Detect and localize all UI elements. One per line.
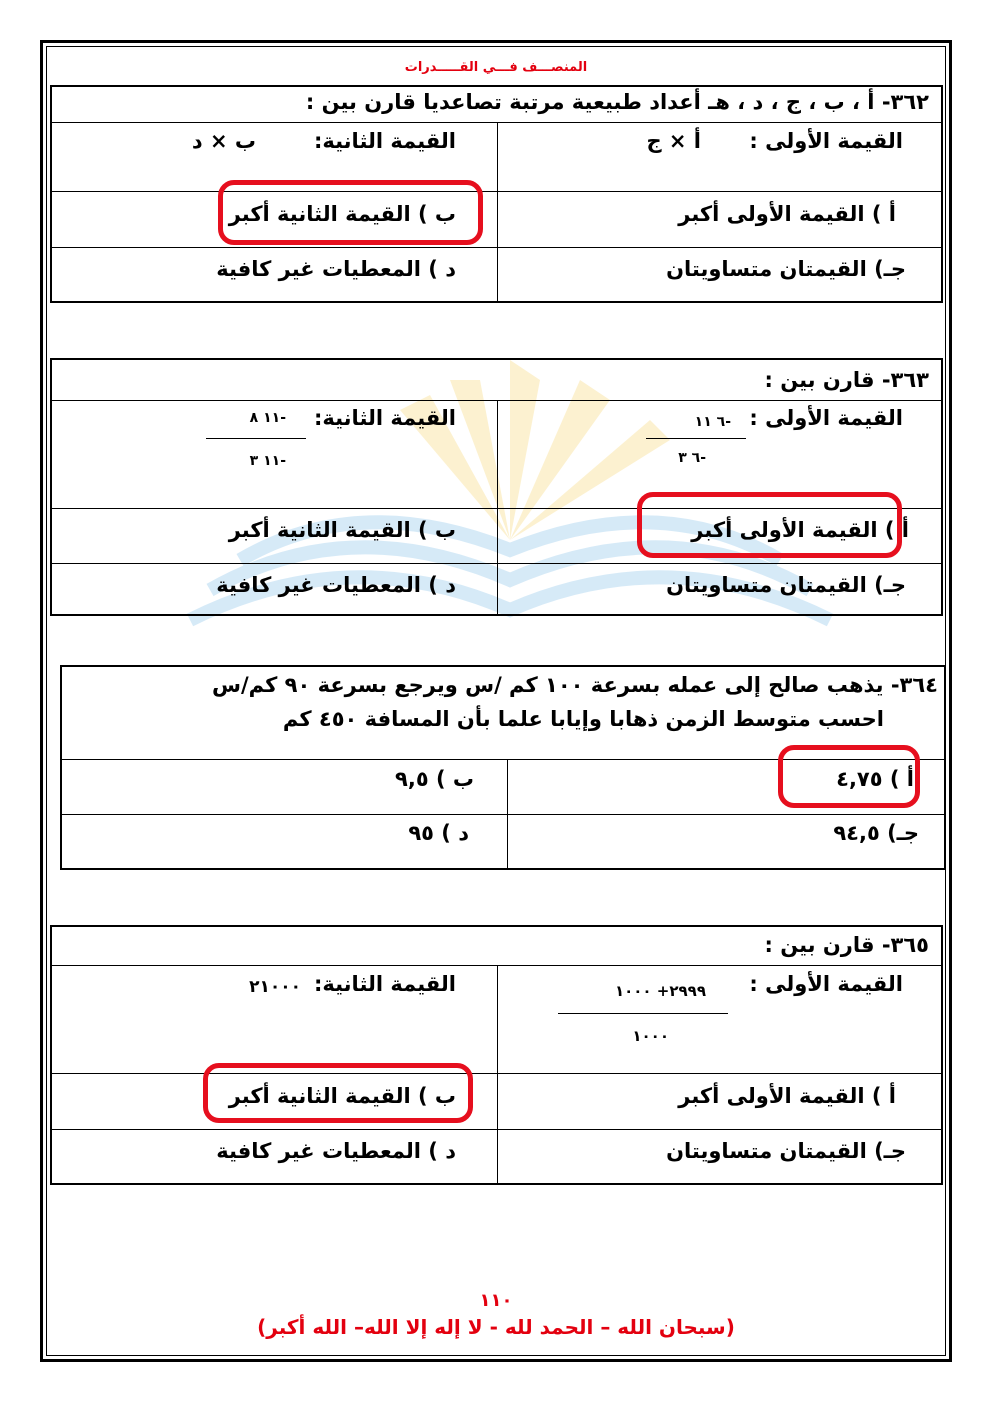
choice-a[interactable]: أ ) القيمة الأولى أكبر — [678, 202, 896, 226]
question-prompt: ٣٦٥- قارن بين : — [764, 933, 929, 957]
question-prompt-line2: احسب متوسط الزمن ذهابا وإيابا علما بأن المسافة ٤٥٠ كم — [282, 707, 884, 731]
choice-a[interactable]: أ ) القيمة الأولى أكبر — [691, 518, 909, 542]
column-divider — [497, 122, 498, 301]
value2-denominator: -١١ ٣ — [249, 453, 286, 469]
choice-d[interactable]: د ) ٩٥ — [408, 821, 469, 845]
question-362 — [50, 85, 943, 303]
value2-expr: ٢١٠٠٠ — [249, 977, 301, 997]
question-363 — [50, 358, 943, 616]
value1-numerator: -٦ ١١ — [694, 414, 731, 430]
choice-d[interactable]: د ) المعطيات غير كافية — [216, 257, 456, 281]
choice-b[interactable]: ب ) ٩,٥ — [395, 767, 474, 791]
column-divider — [507, 759, 508, 868]
question-prompt-line1: ٣٦٤- يذهب صالح إلى عمله بسرعة ١٠٠ كم /س ويرجع بسرعة ٩٠ كم/س — [212, 673, 938, 697]
page-number: ١١٠ — [479, 1290, 513, 1311]
value2-label: القيمة الثانية: — [313, 972, 456, 996]
choice-a[interactable]: أ ) ٤,٧٥ — [836, 767, 914, 791]
value1-label: القيمة الأولى : — [749, 972, 903, 996]
choice-c[interactable]: جـ) القيمتان متساويتان — [666, 257, 906, 281]
answer-circle — [778, 745, 920, 808]
value1-label: القيمة الأولى : — [749, 129, 903, 153]
fraction-bar — [206, 438, 306, 439]
choice-c[interactable]: جـ) ٩٤,٥ — [833, 821, 919, 845]
choice-c[interactable]: جـ) القيمتان متساويتان — [666, 1139, 906, 1163]
divider — [62, 814, 944, 815]
question-365 — [50, 925, 943, 1185]
column-divider — [497, 400, 498, 614]
choice-a[interactable]: أ ) القيمة الأولى أكبر — [678, 1084, 896, 1108]
value2-label: القيمة الثانية: — [313, 129, 456, 153]
value1-denominator: ١٠٠٠ — [632, 1027, 669, 1045]
value1-label: القيمة الأولى : — [749, 406, 903, 430]
answer-circle — [203, 1063, 473, 1123]
footer-dhikr: (سبحان الله – الحمد لله - لا إله إلا الله– الله أكبر) — [257, 1315, 735, 1339]
choice-d[interactable]: د ) المعطيات غير كافية — [216, 573, 456, 597]
value2-label: القيمة الثانية: — [313, 406, 456, 430]
value1-expr: أ × ج — [646, 129, 701, 153]
page-header: المنصـــف فـــي القـــــدرات — [404, 60, 588, 75]
choice-b[interactable]: ب ) القيمة الثانية أكبر — [228, 202, 456, 226]
choice-c[interactable]: جـ) القيمتان متساويتان — [666, 573, 906, 597]
choice-b[interactable]: ب ) القيمة الثانية أكبر — [228, 1084, 456, 1108]
column-divider — [497, 965, 498, 1183]
choice-d[interactable]: د ) المعطيات غير كافية — [216, 1139, 456, 1163]
value2-numerator: -١١ ٨ — [249, 410, 286, 426]
question-prompt: ٣٦٣- قارن بين : — [764, 368, 929, 392]
choice-b[interactable]: ب ) القيمة الثانية أكبر — [228, 518, 456, 542]
answer-circle — [218, 180, 483, 245]
value1-denominator: -٦ ٣ — [678, 450, 706, 466]
value1-numerator: ٢٩٩٩+ ١٠٠٠ — [614, 982, 706, 1000]
question-prompt: ٣٦٢- أ ، ب ، ج ، د ، هـ أعداد طبيعية مرتبة تصاعديا قارن بين : — [305, 90, 929, 114]
value2-expr: ب × د — [191, 129, 256, 153]
fraction-bar — [558, 1013, 728, 1014]
fraction-bar — [646, 438, 746, 439]
answer-circle — [637, 492, 902, 558]
